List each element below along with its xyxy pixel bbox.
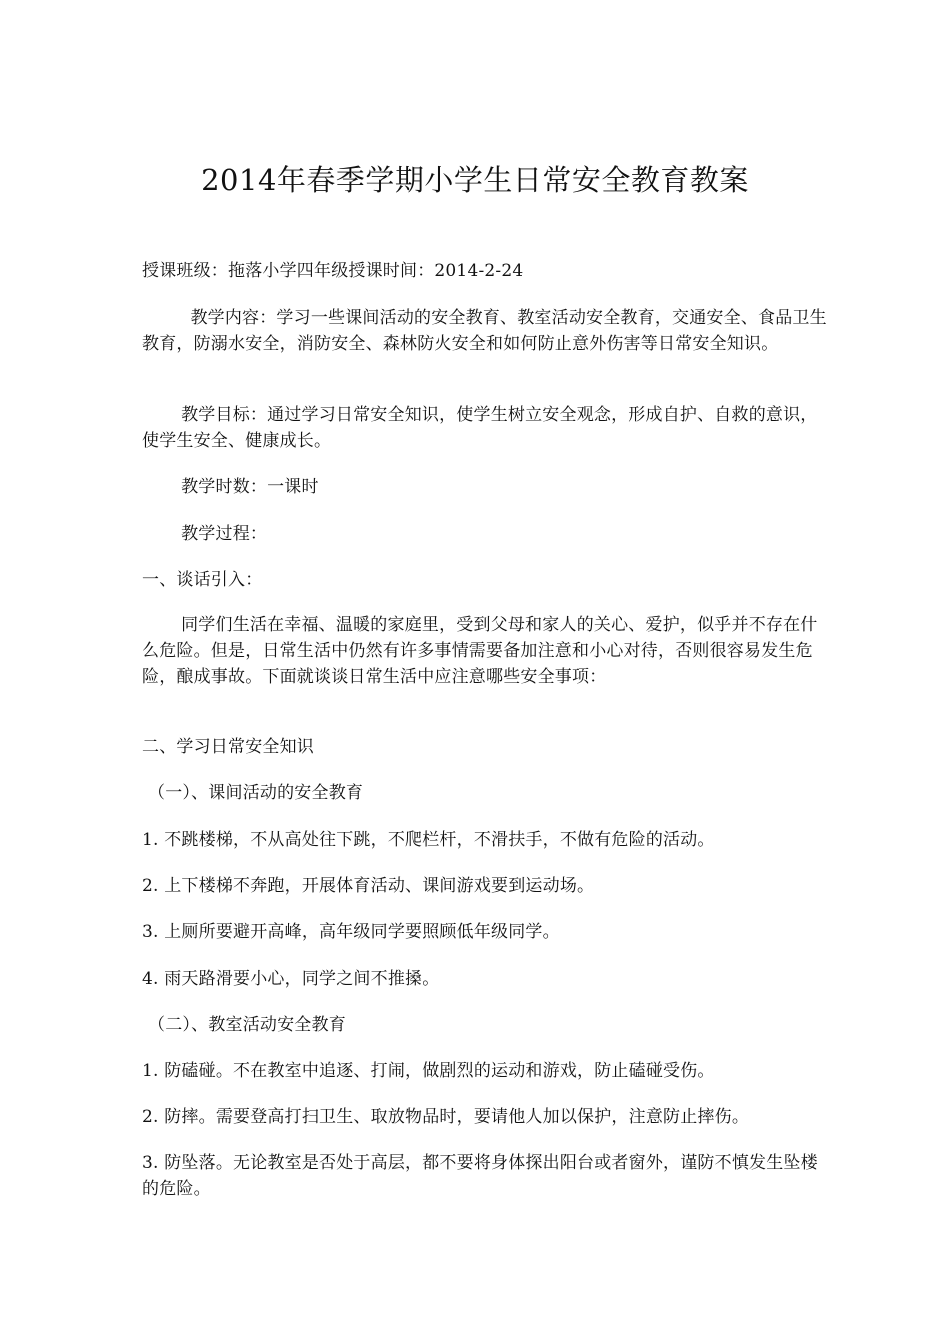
list-item: 4. 雨天路滑要小心，同学之间不推搡。: [142, 969, 440, 989]
class-info: 授课班级：拖落小学四年级授课时间：2014-2-24: [142, 261, 524, 281]
list-item: 3. 防坠落。无论教室是否处于高层，都不要将身体探出阳台或者窗外，谨防不慎发生坠楼的危险。: [142, 1153, 818, 1199]
list-item: 3. 上厕所要避开高峰，高年级同学要照顾低年级同学。: [142, 922, 560, 942]
section-2-heading: 二、学习日常安全知识: [142, 737, 314, 757]
subsection-1-heading: （一）、课间活动的安全教育: [148, 783, 364, 803]
teaching-process: 教学过程：: [181, 524, 268, 544]
subsection-2-heading: （二）、教室活动安全教育: [148, 1015, 346, 1035]
document-title: 2014年春季学期小学生日常安全教育教案: [201, 163, 749, 197]
section-1-text: 同学们生活在幸福、温暖的家庭里，受到父母和家人的关心、爱护，似乎并不存在什么危险。但是，日常生活中仍然有许多事情需要备加注意和小心对待，否则很容易发生危险，酿成事故。下面就谈谈日常生活中应注意哪些安全事项：: [142, 615, 818, 687]
list-item: 2. 上下楼梯不奔跑，开展体育活动、课间游戏要到运动场。: [142, 876, 595, 896]
teaching-goal: 教学目标：通过学习日常安全知识，使学生树立安全观念，形成自护、自救的意识，使学生安全、健康成长。: [142, 405, 818, 451]
list-item: 1. 不跳楼梯，不从高处往下跳，不爬栏杆，不滑扶手，不做有危险的活动。: [142, 830, 715, 850]
section-1-heading: 一、谈话引入：: [142, 570, 263, 590]
list-item: 1. 防磕碰。不在教室中追逐、打闹，做剧烈的运动和游戏，防止磕碰受伤。: [142, 1061, 715, 1081]
list-item: 2. 防摔。需要登高打扫卫生、取放物品时，要请他人加以保护，注意防止摔伤。: [142, 1107, 750, 1127]
teaching-hours: 教学时数：一课时: [181, 477, 319, 497]
teaching-content: 教学内容：学习一些课间活动的安全教育、教室活动安全教育，交通安全、食品卫生教育，防溺水安全，消防安全、森林防火安全和如何防止意外伤害等日常安全知识。: [142, 308, 827, 354]
